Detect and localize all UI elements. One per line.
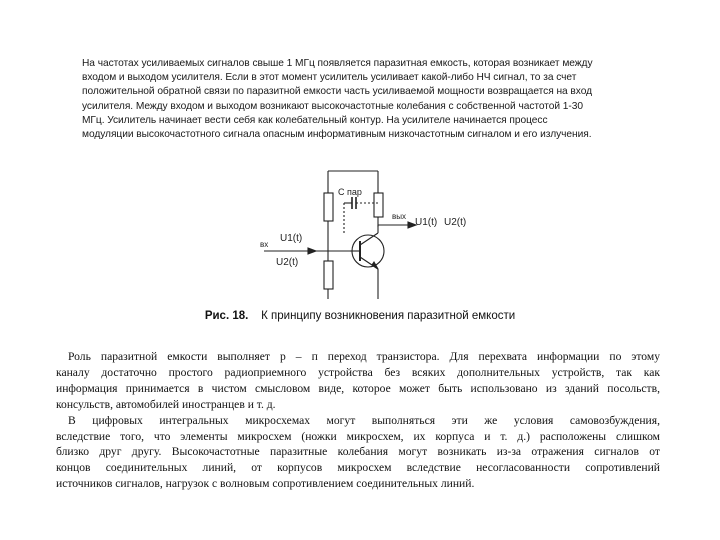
output-label: вых	[392, 212, 406, 221]
body-line: источников сигналов, нагрузок с волновым сопротивлением соединительных линий.	[56, 477, 475, 491]
output-u2-label: U2(t)	[444, 217, 467, 228]
lower-resistor	[324, 261, 333, 289]
body-line: В цифровых интегральных микросхемах могут выполняться эти же условия самовозбуждения,	[68, 413, 660, 427]
intro-paragraph	[82, 57, 658, 142]
intro-line: модуляции высокочастотного сигнала опасным информативным низкочастотным сигналом и его излучения.	[82, 129, 592, 141]
intro-line: входом и выходом усилителя. Если в этот момент усилитель усиливает какой-либо НЧ сигнал, то за счет	[82, 72, 577, 84]
input-arrow	[308, 248, 316, 254]
body-line: вследствие того, что элементы микросхем (ножки микросхем, их корпуса и т. д.) расположены слишком	[56, 429, 660, 443]
input-u2-label: U2(t)	[276, 257, 299, 268]
body-line: информация принимается в чистом смысловом виде, которое может быть использовано из зданий посольств,	[56, 381, 660, 395]
body-text	[56, 349, 660, 492]
body-line: каналу достаточно простого радиоприемного устройства без всяких дополнительных устройств, так как	[56, 365, 660, 379]
collector-resistor	[374, 193, 383, 217]
intro-line: МГц. Усилитель начинает вести себя как колебательный контур. На усилителе начинается процесс	[82, 114, 548, 126]
input-u1-label: U1(t)	[280, 233, 303, 244]
body-line: концов соединительных линий, от корпусов микросхем вследствие несогласованности сопротивлений	[56, 461, 660, 475]
body-paragraph	[56, 413, 660, 493]
intro-line: положительной обратной связи по паразитной емкости часть усиливаемой мощности возвращается на вход	[82, 86, 592, 98]
figure-number: Рис. 18.	[204, 310, 249, 322]
body-line: Роль паразитной емкости выполняет р – п переход транзистора. Для перехвата информации по этому	[68, 350, 660, 363]
upper-resistor	[324, 193, 333, 221]
body-line: близко друг другу. Высокочастотные паразитные колебания могут возникать из-за отражения сигналов от	[56, 445, 660, 459]
figure-caption-text: К принципу возникновения паразитной емкости	[261, 310, 516, 322]
intro-line: На частотах усиливаемых сигналов свыше 1 МГц появляется паразитная емкость, которая возникает между	[82, 58, 593, 69]
circuit-diagram	[240, 163, 500, 303]
capacitor-label: С пар	[338, 187, 362, 197]
body-paragraph	[56, 349, 660, 413]
output-u1-label: U1(t)	[415, 217, 438, 228]
intro-line: усилителя. Между входом и выходом возникают высокочастотные колебания с собственной частотой 1-30	[82, 100, 583, 112]
input-label: вх	[260, 240, 269, 249]
figure-caption	[0, 310, 720, 322]
body-line: консульств, автомобилей иностранцев и т. д.	[56, 397, 276, 411]
